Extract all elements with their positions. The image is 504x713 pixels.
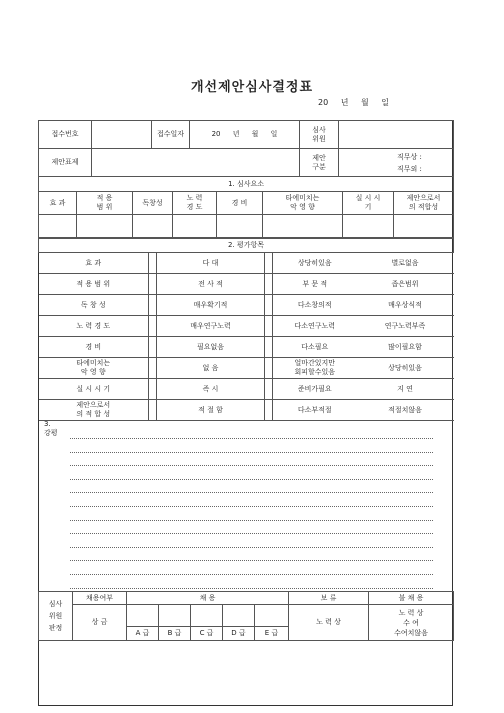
comment-line[interactable] bbox=[70, 560, 433, 561]
eval-grade-mid[interactable]: 다소부적절 bbox=[273, 400, 357, 421]
evaluation-table bbox=[38, 238, 454, 421]
section3-title: 3. 강평 bbox=[44, 420, 58, 437]
committee-field[interactable] bbox=[339, 121, 454, 149]
factor-score-5[interactable] bbox=[263, 215, 343, 238]
eval-item-label: 제안으로서 의 적 합 성 bbox=[39, 400, 149, 421]
eval-check-box[interactable] bbox=[149, 274, 157, 295]
grade-e-label: E 급 bbox=[255, 627, 289, 641]
eval-grade-low[interactable]: 좁은범위 bbox=[357, 274, 454, 295]
receipt-date-label: 접수일자 bbox=[152, 121, 190, 149]
evaluation-row bbox=[39, 274, 454, 295]
eval-check-box[interactable] bbox=[265, 337, 273, 358]
factor-score-6[interactable] bbox=[343, 215, 394, 238]
eval-grade-high[interactable]: 즉 시 bbox=[157, 379, 265, 400]
factor-header-0: 효 과 bbox=[39, 192, 77, 215]
comment-line[interactable] bbox=[70, 506, 433, 507]
verdict-table bbox=[38, 591, 454, 641]
evaluation-row bbox=[39, 400, 454, 421]
grade-b-box[interactable] bbox=[159, 605, 191, 627]
eval-grade-low[interactable]: 연구노력부족 bbox=[357, 316, 454, 337]
hold-header: 보 류 bbox=[289, 592, 369, 605]
grade-c-label: C 급 bbox=[191, 627, 223, 641]
receipt-date-field[interactable]: 20 년 월 일 bbox=[190, 121, 300, 149]
duty-in-option[interactable]: 직무상 : bbox=[397, 152, 422, 161]
evaluation-row bbox=[39, 337, 454, 358]
comment-line[interactable] bbox=[70, 574, 433, 575]
adoption-label: 채용여부 bbox=[73, 592, 127, 605]
document-date: 20 년 월 일 bbox=[318, 98, 389, 107]
factor-score-0[interactable] bbox=[39, 215, 77, 238]
factor-header-2: 독창성 bbox=[133, 192, 173, 215]
proposal-title-field[interactable] bbox=[92, 149, 300, 177]
comment-line[interactable] bbox=[70, 520, 433, 521]
reject-header: 불 채 용 bbox=[369, 592, 454, 605]
eval-check-box[interactable] bbox=[265, 358, 273, 379]
section2-title: 2. 평가항목 bbox=[39, 239, 454, 253]
factor-score-7[interactable] bbox=[394, 215, 454, 238]
eval-check-box[interactable] bbox=[265, 316, 273, 337]
eval-check-box[interactable] bbox=[265, 400, 273, 421]
comment-line[interactable] bbox=[70, 533, 433, 534]
comment-line[interactable] bbox=[70, 452, 433, 453]
adopt-header: 채 용 bbox=[127, 592, 289, 605]
eval-check-box[interactable] bbox=[149, 253, 157, 274]
grade-b-label: B 급 bbox=[159, 627, 191, 641]
comment-line[interactable] bbox=[70, 492, 433, 493]
eval-item-label: 적 용 범 위 bbox=[39, 274, 149, 295]
eval-check-box[interactable] bbox=[149, 316, 157, 337]
eval-grade-mid[interactable]: 다소창의적 bbox=[273, 295, 357, 316]
factor-score-4[interactable] bbox=[217, 215, 263, 238]
eval-grade-low[interactable]: 많이필요함 bbox=[357, 337, 454, 358]
eval-check-box[interactable] bbox=[149, 337, 157, 358]
duty-out-option[interactable]: 직무외 : bbox=[397, 164, 422, 173]
effort-not-cell[interactable]: 노 력 상 수 여 수여치않음 bbox=[369, 605, 454, 641]
eval-item-label: 타에미치는 악 영 향 bbox=[39, 358, 149, 379]
eval-check-box[interactable] bbox=[265, 379, 273, 400]
review-factors-table bbox=[38, 176, 454, 238]
eval-grade-low[interactable]: 적절치않음 bbox=[357, 400, 454, 421]
eval-check-box[interactable] bbox=[149, 295, 157, 316]
verdict-label: 심사 위원 판정 bbox=[39, 592, 73, 641]
eval-grade-low[interactable]: 매우상식적 bbox=[357, 295, 454, 316]
eval-grade-high[interactable]: 없 음 bbox=[157, 358, 265, 379]
factor-score-1[interactable] bbox=[77, 215, 133, 238]
grade-c-box[interactable] bbox=[191, 605, 223, 627]
document-title: 개선제안심사결정표 bbox=[190, 80, 314, 95]
eval-check-box[interactable] bbox=[265, 295, 273, 316]
eval-check-box[interactable] bbox=[265, 253, 273, 274]
eval-grade-low[interactable]: 지 연 bbox=[357, 379, 454, 400]
eval-item-label: 경 비 bbox=[39, 337, 149, 358]
eval-grade-mid[interactable]: 다소연구노력 bbox=[273, 316, 357, 337]
grade-d-label: D 급 bbox=[223, 627, 255, 641]
eval-grade-high[interactable]: 매우확기적 bbox=[157, 295, 265, 316]
eval-item-label: 실 시 시 기 bbox=[39, 379, 149, 400]
comment-line[interactable] bbox=[70, 465, 433, 466]
eval-grade-high[interactable]: 전 사 적 bbox=[157, 274, 265, 295]
committee-label: 심사 위원 bbox=[300, 121, 339, 149]
grade-d-box[interactable] bbox=[223, 605, 255, 627]
proposal-title-label: 제안표제 bbox=[39, 149, 92, 177]
eval-item-label: 노 력 경 도 bbox=[39, 316, 149, 337]
eval-grade-mid[interactable]: 상당히있음 bbox=[273, 253, 357, 274]
factor-score-2[interactable] bbox=[133, 215, 173, 238]
comment-line[interactable] bbox=[70, 479, 433, 480]
eval-check-box[interactable] bbox=[149, 358, 157, 379]
eval-grade-high[interactable]: 매우연구노력 bbox=[157, 316, 265, 337]
proposal-type-label: 제안 구분 bbox=[300, 149, 339, 177]
grade-a-box[interactable] bbox=[127, 605, 159, 627]
evaluation-row bbox=[39, 295, 454, 316]
evaluation-row bbox=[39, 358, 454, 379]
grade-e-box[interactable] bbox=[255, 605, 289, 627]
comment-line[interactable] bbox=[70, 547, 433, 548]
eval-grade-mid[interactable]: 부 문 적 bbox=[273, 274, 357, 295]
factor-header-7: 제안으로서 의 적합성 bbox=[394, 192, 454, 215]
factor-header-6: 실 시 시 기 bbox=[343, 192, 394, 215]
comment-line[interactable] bbox=[70, 438, 433, 439]
section1-title: 1. 심사요소 bbox=[39, 177, 454, 192]
effort-award-cell[interactable]: 노 력 상 bbox=[289, 605, 369, 641]
receipt-no-field[interactable] bbox=[92, 121, 152, 149]
evaluation-row bbox=[39, 253, 454, 274]
eval-check-box[interactable] bbox=[149, 400, 157, 421]
eval-grade-mid[interactable]: 준비가필요 bbox=[273, 379, 357, 400]
eval-grade-high[interactable]: 적 절 함 bbox=[157, 400, 265, 421]
eval-check-box[interactable] bbox=[265, 274, 273, 295]
factor-header-4: 경 비 bbox=[217, 192, 263, 215]
comment-line[interactable] bbox=[70, 588, 433, 589]
eval-grade-mid[interactable]: 다소필요 bbox=[273, 337, 357, 358]
factor-score-3[interactable] bbox=[173, 215, 217, 238]
proposal-type-field[interactable] bbox=[339, 149, 454, 177]
eval-grade-mid[interactable]: 얼마간있지만 회피할수있음 bbox=[273, 358, 357, 379]
eval-item-label: 효 과 bbox=[39, 253, 149, 274]
header-table bbox=[38, 120, 454, 177]
eval-grade-low[interactable]: 상당히있음 bbox=[357, 358, 454, 379]
evaluation-row bbox=[39, 379, 454, 400]
factor-header-3: 노 력 경 도 bbox=[173, 192, 217, 215]
eval-grade-high[interactable]: 필요없음 bbox=[157, 337, 265, 358]
eval-item-label: 독 창 성 bbox=[39, 295, 149, 316]
eval-check-box[interactable] bbox=[149, 379, 157, 400]
eval-grade-high[interactable]: 다 대 bbox=[157, 253, 265, 274]
eval-grade-low[interactable]: 별로없음 bbox=[357, 253, 454, 274]
evaluation-row bbox=[39, 316, 454, 337]
factor-header-5: 타에미치는 악 영 향 bbox=[263, 192, 343, 215]
grade-a-label: A 급 bbox=[127, 627, 159, 641]
factor-header-1: 적 용 범 위 bbox=[77, 192, 133, 215]
receipt-no-label: 접수번호 bbox=[39, 121, 92, 149]
award-label: 상 금 bbox=[73, 605, 127, 641]
